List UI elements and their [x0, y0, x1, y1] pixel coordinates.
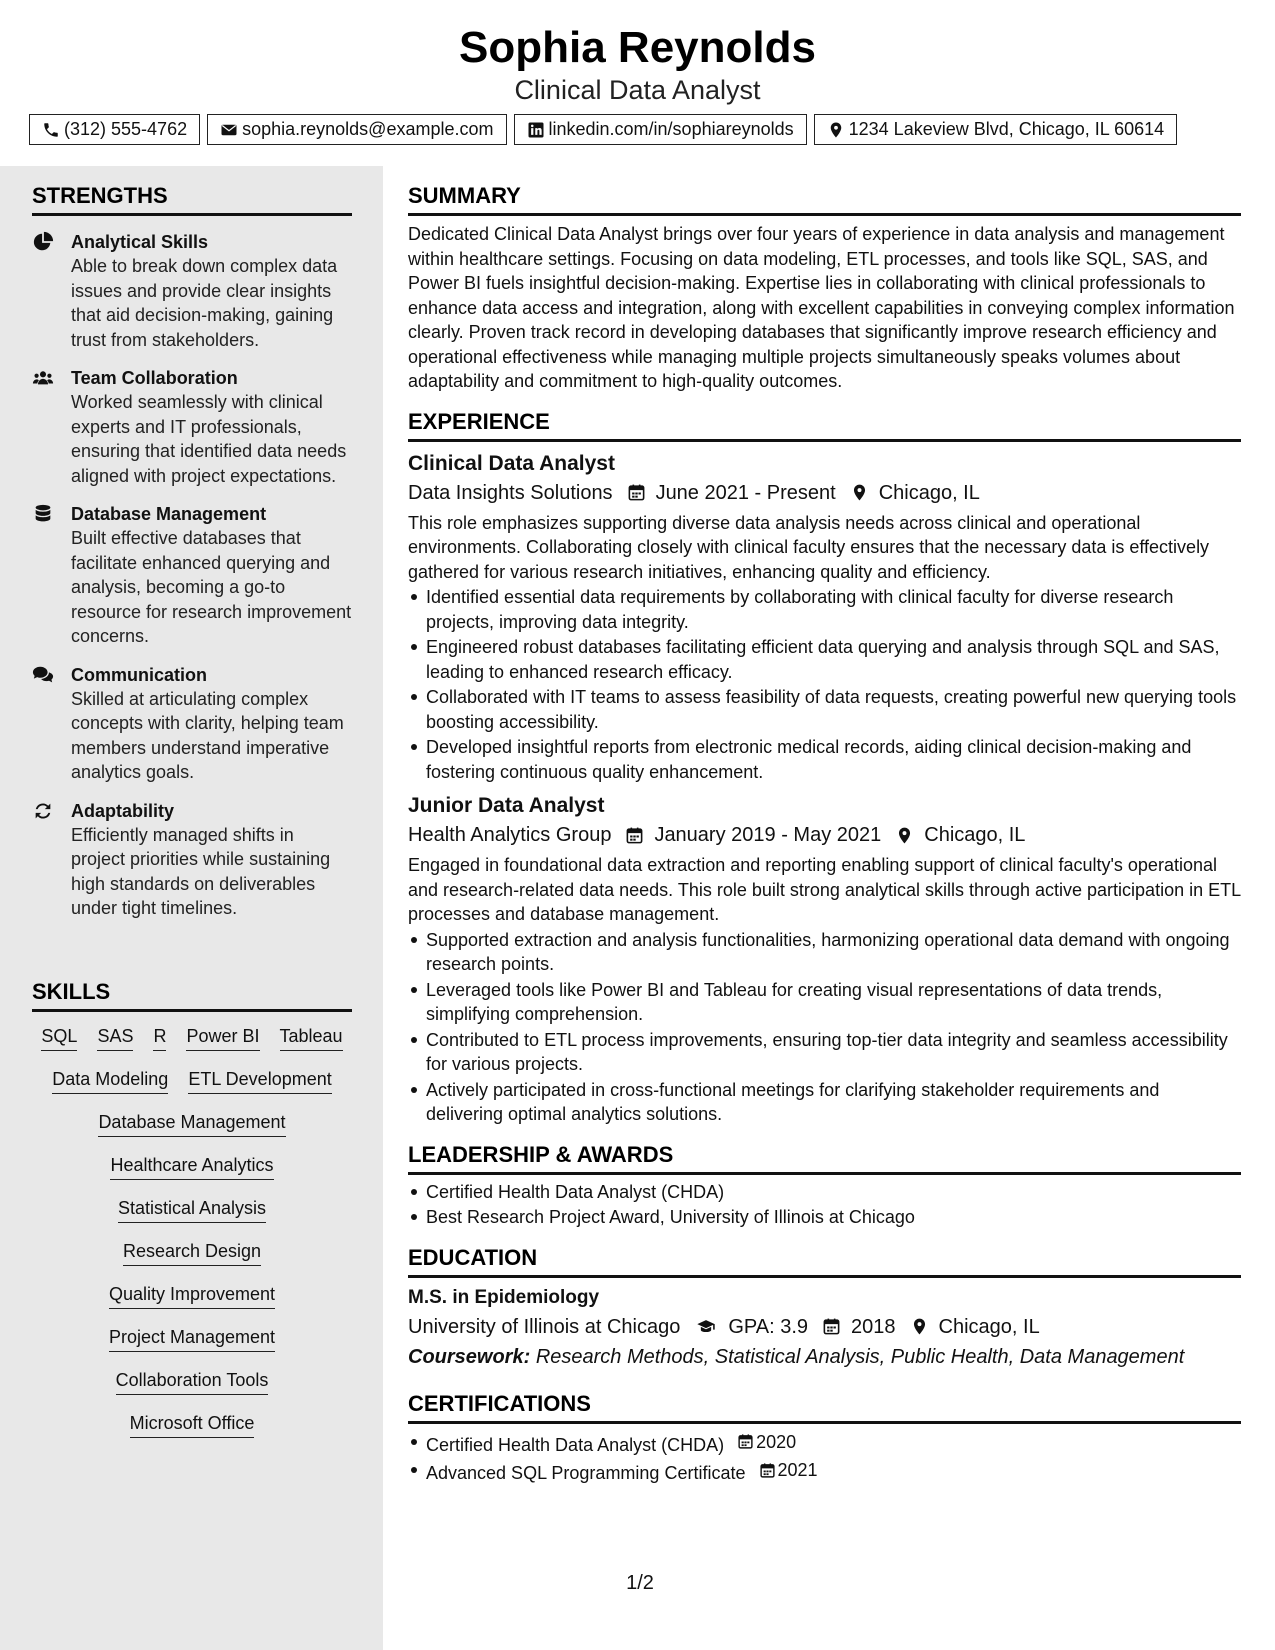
certifications-list [408, 1430, 1241, 1486]
job-bullets [408, 928, 1241, 1127]
calendar-icon [625, 826, 644, 845]
contact-bar [29, 114, 1177, 145]
candidate-name: Sophia Reynolds [459, 23, 816, 72]
awards-heading: LEADERSHIP & AWARDS [408, 1141, 1241, 1175]
experience-section [408, 408, 1241, 1127]
strength-desc: Skilled at articulating complex concepts with clarity, helping team members understand imperative analytics goals. [71, 688, 344, 782]
skills-row [32, 1280, 352, 1309]
graduation-year: 2018 [851, 1315, 896, 1338]
job-company: Health Analytics Group [408, 824, 612, 846]
coursework-label: Coursework: [408, 1345, 531, 1368]
summary-heading: SUMMARY [408, 182, 1241, 216]
job-location: Chicago, IL [878, 481, 980, 504]
phone-icon [42, 121, 60, 139]
certification-name: Certified Health Data Analyst (CHDA) [426, 1434, 725, 1455]
summary-section [408, 182, 1241, 394]
experience-heading: EXPERIENCE [408, 408, 1241, 442]
contact-phone[interactable] [29, 114, 200, 145]
job-entry [408, 792, 1241, 1127]
skills-row [32, 1323, 352, 1352]
contact-address[interactable] [814, 114, 1178, 145]
strength-desc: Efficiently managed shifts in project priorities while sustaining high standards on deliverables under tight timelines. [71, 824, 331, 918]
job-title: Junior Data Analyst [408, 794, 605, 817]
skills-heading: SKILLS [32, 978, 352, 1012]
strength-title: Team Collaboration [71, 368, 238, 388]
sidebar [0, 166, 383, 1650]
job-bullet: Identified essential data requirements by collaborating with clinical faculty for diverse research projects, improving data integrity. [408, 585, 1241, 634]
linkedin-text: linkedin.com/in/sophiareynolds [548, 119, 794, 139]
coursework-line [408, 1342, 1241, 1372]
skill-tag: Project Management [109, 1323, 275, 1352]
strength-title: Analytical Skills [71, 232, 209, 252]
awards-section [408, 1141, 1241, 1230]
skills-row [32, 1108, 352, 1137]
calendar-icon [759, 1462, 776, 1479]
education-meta [408, 1312, 1241, 1342]
strength-item [32, 663, 352, 785]
job-bullet: Collaborated with IT teams to assess feasibility of data requests, creating powerful new querying tools boosting accessibility. [408, 685, 1241, 734]
gpa-text: GPA: 3.9 [728, 1315, 809, 1338]
job-title: Clinical Data Analyst [408, 451, 615, 475]
envelope-icon [220, 121, 238, 139]
comments-icon [32, 664, 54, 686]
map-marker-icon [850, 483, 869, 502]
map-marker-icon [895, 826, 914, 845]
strength-desc: Built effective databases that facilitate enhanced querying and analysis, becoming a go-to resource for research improvement concerns. [71, 528, 352, 646]
skill-tag: Tableau [280, 1022, 343, 1051]
job-meta [408, 478, 1241, 508]
job-entry [408, 450, 1241, 785]
job-meta [408, 820, 1241, 850]
certification-date [737, 1430, 796, 1455]
sync-icon [32, 800, 54, 822]
skill-tag: SAS [97, 1022, 133, 1051]
coursework-text: Research Methods, Statistical Analysis, Public Health, Data Management [535, 1345, 1185, 1368]
strengths-section [32, 182, 352, 921]
certifications-section [408, 1390, 1241, 1486]
skill-tag: Healthcare Analytics [110, 1151, 273, 1180]
skills-section [32, 978, 352, 1438]
contact-linkedin[interactable] [514, 114, 807, 145]
skills-row [32, 1366, 352, 1395]
strength-item [32, 230, 352, 352]
calendar-icon [822, 1317, 841, 1336]
address-text: 1234 Lakeview Blvd, Chicago, IL 60614 [848, 119, 1165, 139]
certification-item [408, 1458, 1241, 1485]
skill-tag: SQL [41, 1022, 77, 1051]
calendar-icon [627, 483, 646, 502]
awards-list [408, 1180, 1241, 1230]
award-item: Best Research Project Award, University of Illinois at Chicago [408, 1205, 1241, 1230]
page-number: 1/2 [626, 1572, 654, 1594]
email-text: sophia.reynolds@example.com [242, 119, 494, 139]
strength-item [32, 366, 352, 488]
job-bullet: Actively participated in cross-functional meetings for clarifying stakeholder requirements and delivering optimal analytics solutions. [408, 1078, 1241, 1127]
resume-header [0, 0, 1275, 166]
skills-row [32, 1065, 352, 1094]
skill-tag: Microsoft Office [130, 1409, 255, 1438]
skills-row [32, 1237, 352, 1266]
skill-tag: Collaboration Tools [116, 1366, 269, 1395]
skill-tag: Power BI [186, 1022, 259, 1051]
skills-row [32, 1022, 352, 1051]
linkedin-icon [527, 121, 545, 139]
contact-email[interactable] [207, 114, 506, 145]
certification-year: 2021 [777, 1459, 818, 1480]
skill-tag: ETL Development [188, 1065, 331, 1094]
certification-name: Advanced SQL Programming Certificate [426, 1462, 746, 1483]
job-dates: January 2019 - May 2021 [654, 824, 882, 846]
job-dates: June 2021 - Present [655, 481, 836, 504]
job-location: Chicago, IL [924, 824, 1026, 846]
strength-desc: Worked seamlessly with clinical experts and IT professionals, ensuring that identified data needs aligned with project expectations. [71, 392, 347, 486]
award-item: Certified Health Data Analyst (CHDA) [408, 1180, 1241, 1205]
skill-tag: Research Design [123, 1237, 261, 1266]
main-content [408, 166, 1241, 1485]
job-bullet: Leveraged tools like Power BI and Tableau for creating visual representations of data trends, simplifying comprehension. [408, 978, 1241, 1027]
job-company: Data Insights Solutions [408, 481, 613, 504]
skill-tag: Data Modeling [52, 1065, 168, 1094]
skills-row [32, 1409, 352, 1438]
certifications-heading: CERTIFICATIONS [408, 1390, 1241, 1424]
job-bullet: Engineered robust databases facilitating efficient data querying and analysis through SQL and SAS, leading to enhanced research efficacy. [408, 635, 1241, 684]
education-section [408, 1244, 1241, 1372]
certification-year: 2020 [756, 1431, 797, 1452]
strength-title: Adaptability [71, 800, 175, 821]
school-location: Chicago, IL [938, 1315, 1040, 1338]
map-marker-icon [910, 1317, 929, 1336]
job-bullets [408, 585, 1241, 784]
strength-item [32, 799, 352, 921]
candidate-title: Clinical Data Analyst [514, 75, 761, 105]
degree-title: M.S. in Epidemiology [408, 1286, 600, 1308]
skill-tag: R [153, 1022, 166, 1051]
summary-text: Dedicated Clinical Data Analyst brings over four years of experience in data analysis and management within healthcare settings. Focusing on data modeling, ETL processes, and tools like SQL, SAS, and Power BI fuels insightful decision-making. Expertise lies in collaborating with clinical professionals to enhance data access and integration, along with excellent capabilities in conveying complex information clearly. Proven track record in developing databases that significantly improve research efficiency and operational effectiveness while managing multiple projects simultaneously speaks volumes about adaptability and commitment to high-quality outcomes. [408, 224, 1235, 391]
job-bullet: Developed insightful reports from electronic medical records, aiding clinical decision-making and fostering continuous quality enhancement. [408, 735, 1241, 784]
job-description: This role emphasizes supporting diverse data analysis needs across clinical and operational environments. Collaborating closely with clinical faculty ensures that the necessary data is effectively gathered for various research initiatives, enhancing quality and efficiency. [408, 512, 1210, 582]
pie-chart-icon [32, 231, 54, 253]
map-marker-icon [827, 121, 845, 139]
certification-date [759, 1458, 818, 1483]
school-name: University of Illinois at Chicago [408, 1315, 681, 1338]
skill-tag: Statistical Analysis [118, 1194, 266, 1223]
job-bullet: Contributed to ETL process improvements, ensuring top-tier data integrity and seamless accessibility for various projects. [408, 1028, 1241, 1077]
strength-title: Communication [71, 664, 208, 685]
job-description: Engaged in foundational data extraction and reporting enabling support of clinical faculty's operational and research-related data needs. This role built strong analytical skills through active participation in ETL processes and database management. [408, 855, 1241, 924]
strength-title: Database Management [71, 504, 267, 524]
graduation-cap-icon [694, 1317, 718, 1336]
phone-text: (312) 555-4762 [64, 119, 188, 139]
strength-desc: Able to break down complex data issues and provide clear insights that aid decision-making, gaining trust from stakeholders. [71, 256, 338, 350]
job-bullet: Supported extraction and analysis functionalities, harmonizing operational data demand with ongoing research points. [408, 928, 1241, 977]
skills-row [32, 1151, 352, 1180]
skills-row [32, 1194, 352, 1223]
certification-item [408, 1430, 1241, 1457]
skill-tag: Database Management [98, 1108, 285, 1137]
strength-item [32, 502, 352, 649]
skill-tag: Quality Improvement [109, 1280, 275, 1309]
skills-list [32, 1022, 352, 1438]
strengths-heading: STRENGTHS [32, 182, 352, 216]
users-icon [32, 367, 54, 389]
education-heading: EDUCATION [408, 1244, 1241, 1278]
calendar-icon [737, 1433, 754, 1450]
database-icon [32, 503, 54, 525]
